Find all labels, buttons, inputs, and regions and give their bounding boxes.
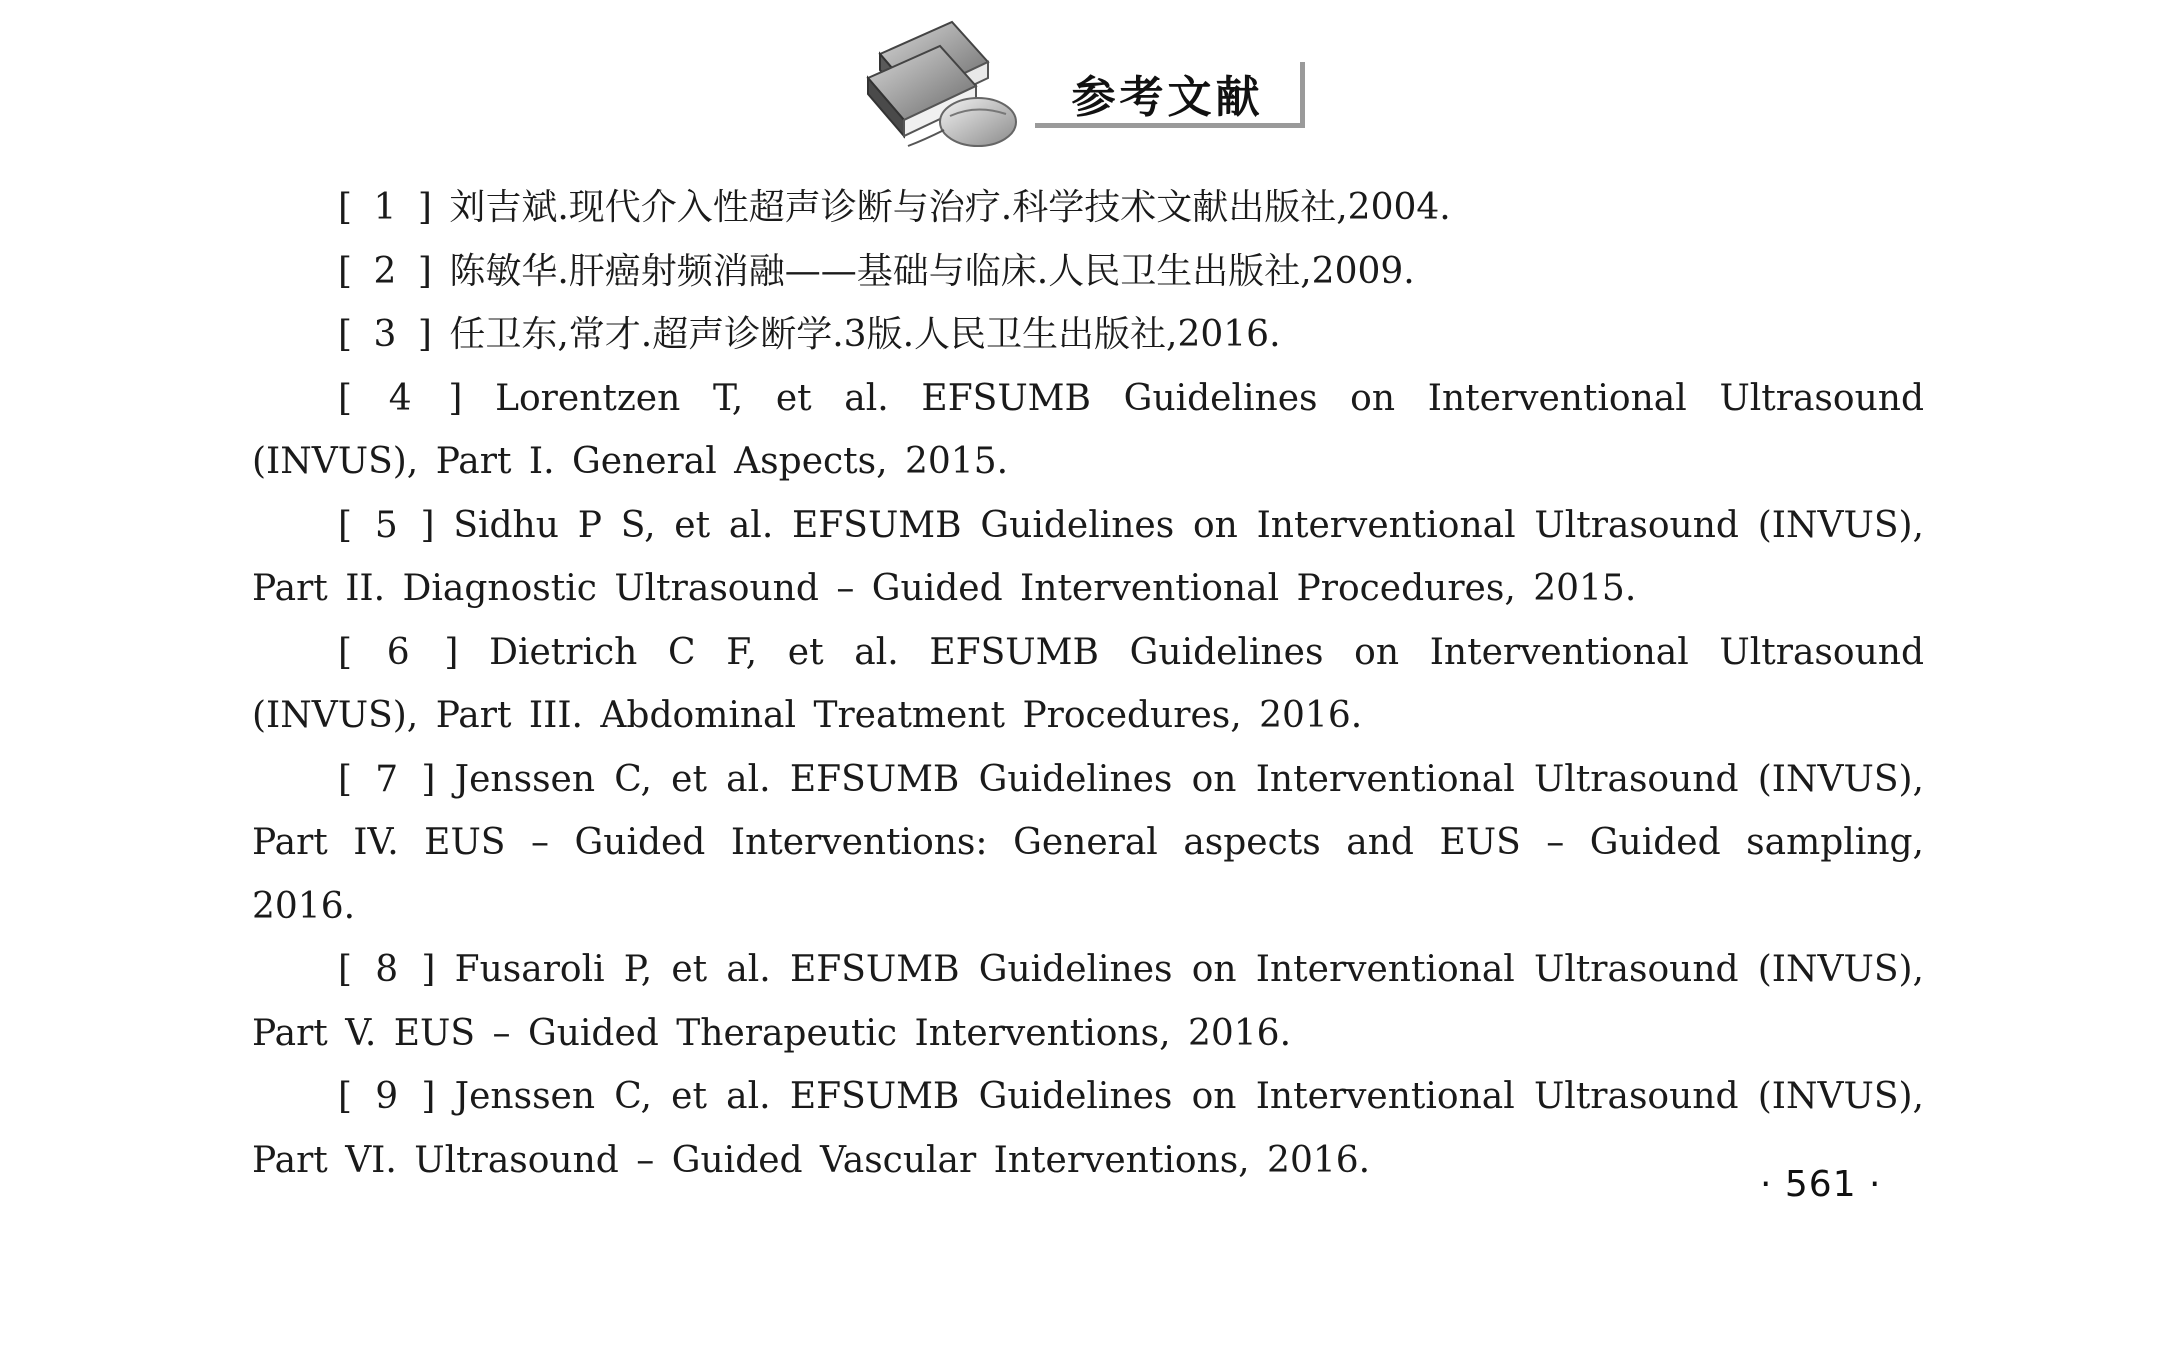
- reference-text: Jenssen C, et al. EFSUMB Guidelines on Interventional Ultrasound (INVUS), Part VI. Ultrasound – Guided Vascular Interventions, 2016.: [252, 1076, 1924, 1181]
- page-number: · 561 ·: [1760, 1164, 1882, 1205]
- reference-item: [252, 494, 1924, 621]
- reference-text: Dietrich C F, et al. EFSUMB Guidelines on Interventional Ultrasound (INVUS), Part III. Abdominal Treatment Procedures, 2016.: [252, 631, 1924, 736]
- page-title: 参考文献: [1071, 71, 1264, 123]
- reference-item: [252, 1065, 1924, 1192]
- reference-number: [ 6 ]: [338, 631, 459, 673]
- book-mouse-icon: [860, 12, 1020, 152]
- reference-item: [252, 303, 1924, 367]
- title-box: [1035, 62, 1305, 128]
- reference-text: Jenssen C, et al. EFSUMB Guidelines on Interventional Ultrasound (INVUS), Part IV. EUS – Guided Interventions: General aspects and EUS – Guided sampling, 2016.: [252, 758, 1924, 927]
- reference-list: [252, 176, 1924, 1192]
- reference-item: [252, 748, 1924, 939]
- reference-item: [252, 176, 1924, 240]
- reference-item: [252, 240, 1924, 304]
- reference-number: [ 7 ]: [338, 758, 436, 800]
- reference-item: [252, 367, 1924, 494]
- reference-number: [ 1 ]: [338, 187, 432, 228]
- reference-item: [252, 938, 1924, 1065]
- reference-number: [ 3 ]: [338, 314, 432, 355]
- reference-text: 陈敏华.肝癌射频消融——基础与临床.人民卫生出版社,2009.: [449, 250, 1415, 292]
- section-header: [860, 12, 1320, 152]
- reference-number: [ 9 ]: [338, 1076, 436, 1117]
- reference-text: 任卫东,常才.超声诊断学.3版.人民卫生出版社,2016.: [449, 314, 1281, 355]
- reference-item: [252, 621, 1924, 748]
- reference-number: [ 5 ]: [338, 504, 435, 546]
- reference-text: Sidhu P S, et al. EFSUMB Guidelines on Interventional Ultrasound (INVUS), Part II. Diagnostic Ultrasound – Guided Interventional Procedures, 2015.: [252, 504, 1924, 609]
- reference-number: [ 8 ]: [338, 949, 436, 990]
- reference-text: Lorentzen T, et al. EFSUMB Guidelines on Interventional Ultrasound (INVUS), Part I. General Aspects, 2015.: [252, 377, 1924, 482]
- reference-text: 刘吉斌.现代介入性超声诊断与治疗.科学技术文献出版社,2004.: [449, 187, 1451, 228]
- reference-number: [ 4 ]: [338, 377, 463, 419]
- reference-text: Fusaroli P, et al. EFSUMB Guidelines on Interventional Ultrasound (INVUS), Part V. EUS – Guided Therapeutic Interventions, 2016.: [252, 949, 1924, 1054]
- reference-number: [ 2 ]: [338, 250, 432, 292]
